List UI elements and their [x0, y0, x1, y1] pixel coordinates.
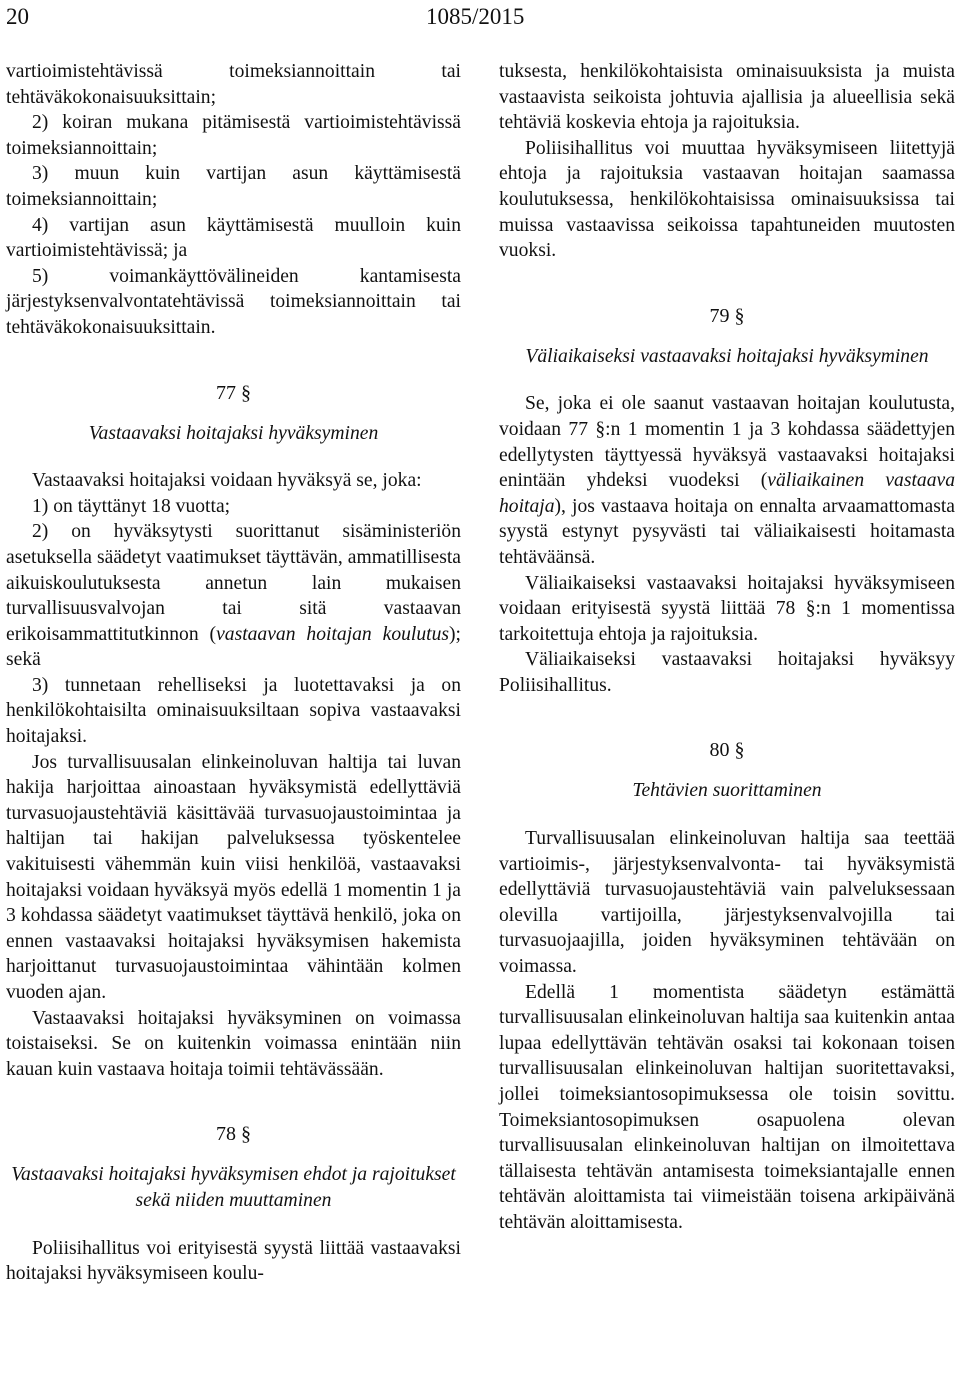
section-number-80: 80 § — [709, 739, 745, 762]
section-number-78: 78 § — [216, 1123, 251, 1146]
paragraph: Väliaikaiseksi vastaavaksi hoitajaksi hyväksymiseen voidaan erityisestä syystä liittää 78 §:n 1 momentissa tarkoitettuja ehtoja ja rajoituksia. — [499, 572, 955, 645]
text-run: Se, joka ei ole saanut vastaavan hoitajan koulutusta, voidaan 77 §:n 1 momentin 1 ja 3 kohdassa säädettyjen edellytysten täyttyessä hyväksyä vastaavaksi hoitajaksi enintään yhdeksi vuodeksi ( — [499, 393, 955, 492]
paragraph — [499, 391, 955, 570]
page-header — [0, 4, 960, 38]
section-title-77: Vastaavaksi hoitajaksi hyväksyminen — [88, 422, 379, 444]
list-item: 3) muun kuin vartijan asun käyttämisestä toimeksiannoittain; — [6, 163, 461, 210]
list-item: 5) voimankäyttövälineiden kantamisesta järjestyksenvalvontatehtävissä toimeksiannoittain tai tehtäväkokonaisuuksittain. — [6, 265, 461, 338]
text-run: ), jos vastaava hoitaja on ennalta arvaamattomasta syystä estynyt pysyvästi tai väliaikaisesti hoitamasta tehtäväänsä. — [499, 495, 955, 568]
left-column — [6, 59, 461, 1287]
paragraph: Poliisihallitus voi erityisestä syystä liittää vastaavaksi hoitajaksi hyväksymiseen koulu- — [6, 1237, 461, 1285]
paragraph: Turvallisuusalan elinkeinoluvan haltija saa teettää vartioimis-, järjestyksenvalvonta- tai hyväksymistä edellyttäviä turvasuojaustehtäviä vain palveluksessaan olevilla vartijoilla, järjestyksenvalvojilla tai turvasuojaajilla, joiden hyväksyminen tehtävään on voimassa. — [499, 828, 955, 978]
defined-term: väliaikainen vastaava hoitaja — [499, 470, 955, 517]
paragraph: Poliisihallitus voi muuttaa hyväksymiseen liitettyjä ehtoja ja rajoituksia vastaavan hoitajan saamassa koulutuksessa, henkilökohtaisissa ominaisuuksissa tai muissa vastaavissa seikoissa tapahtuneiden muutosten vuoksi. — [499, 137, 955, 262]
paragraph: Väliaikaiseksi vastaavaksi hoitajaksi hyväksyy Poliisihallitus. — [499, 649, 955, 696]
paragraph: Vastaavaksi hoitajaksi voidaan hyväksyä se, joka: — [32, 470, 422, 492]
list-item: 1) on täyttänyt 18 vuotta; — [32, 495, 231, 517]
list-item — [6, 519, 461, 673]
page-number: 20 — [6, 4, 29, 29]
text-run: ); sekä — [6, 623, 461, 671]
section-number-77: 77 § — [216, 381, 251, 404]
defined-term: vastaavan hoitajan koulutus — [216, 623, 450, 645]
section-title-80: Tehtävien suorittaminen — [632, 780, 822, 802]
issue-number: 1085/2015 — [426, 4, 525, 29]
paragraph: Edellä 1 momentista säädetyn estämättä turvallisuusalan elinkeinoluvan haltija saa kuitenkin antaa lupaa edellyttävän tehtävän osaksi tai kokonaan toisen turvallisuusalan elinkeinoluvan haltijan suoritettavaksi, jollei toimeksiantosopimuksessa ole toisin sovittu. Toimeksiantosopimuksen osapuolena olevan turvallisuusalan elinkeinoluvan haltijan on ilmoitettava tällaisesta tehtävän antamisesta toimeksiantajalle ennen tehtävän aloittamista tai viimeistään toisena arkipäivänä tehtävän aloittamisesta. — [499, 981, 955, 1233]
paragraph: Jos turvallisuusalan elinkeinoluvan haltija tai luvan hakija harjoittaa ainoastaan hyväksymistä edellyttäviä turvasuojaustehtäviä käsittävää turvasuojaustoimintaa ja haltijan tai hakijan palveluksessa työskentelee vakituisesti vähemmän kuin viisi henkilöä, vastaavaksi hoitajaksi voidaan hyväksyä myös edellä 1 momentin 1 ja 3 kohdassa säädetyt vaatimukset täyttävä henkilö, joka on ennen vastaavaksi hoitajaksi hyväksymisen hakemista harjoittanut turvasuojaustoimintaa vähintään kolmen vuoden ajan. — [6, 751, 461, 1003]
list-item: 3) tunnetaan rehelliseksi ja luotettavaksi ja on henkilökohtaisilta ominaisuuksiltaan sopiva vastaavaksi hoitajaksi. — [6, 674, 461, 748]
paragraph: Vastaavaksi hoitajaksi hyväksyminen on voimassa toistaiseksi. Se on kuitenkin voimassa enintään niin kauan kuin vastaava hoitaja toimii tehtävässään. — [6, 1007, 461, 1080]
section-title-78: Vastaavaksi hoitajaksi hyväksymisen ehdot ja rajoitukset sekä niiden muuttaminen — [11, 1164, 456, 1211]
list-item: 4) vartijan asun käyttämisestä muulloin kuin vartioimistehtävissä; ja — [6, 214, 461, 262]
paragraph: vartioimistehtävissä toimeksiannoittain tai tehtäväkokonaisuuksittain; — [6, 61, 461, 108]
paragraph: tuksesta, henkilökohtaisista ominaisuuksista ja muista vastaavista seikoista johtuvia ajallisia ja alueellisia sekä tehtäviä koskevia ehtoja ja rajoituksia. — [499, 61, 955, 134]
list-item: 2) koiran mukana pitämisestä vartioimistehtävissä toimeksiannoittain; — [6, 112, 461, 159]
section-number-79: 79 § — [709, 304, 745, 327]
right-column — [499, 59, 955, 1236]
section-title-79: Väliaikaiseksi vastaavaksi hoitajaksi hyväksyminen — [525, 345, 929, 367]
text-run: 2) on hyväksytysti suorittanut sisäministeriön asetuksella säädetyt vaatimukset täyttävän, ammatillisesta aikuiskoulutuksesta annetun lain mukaisen turvallisuusvalvojan tai sitä vastaavan erikoisammattitutkinnon ( — [6, 521, 461, 645]
